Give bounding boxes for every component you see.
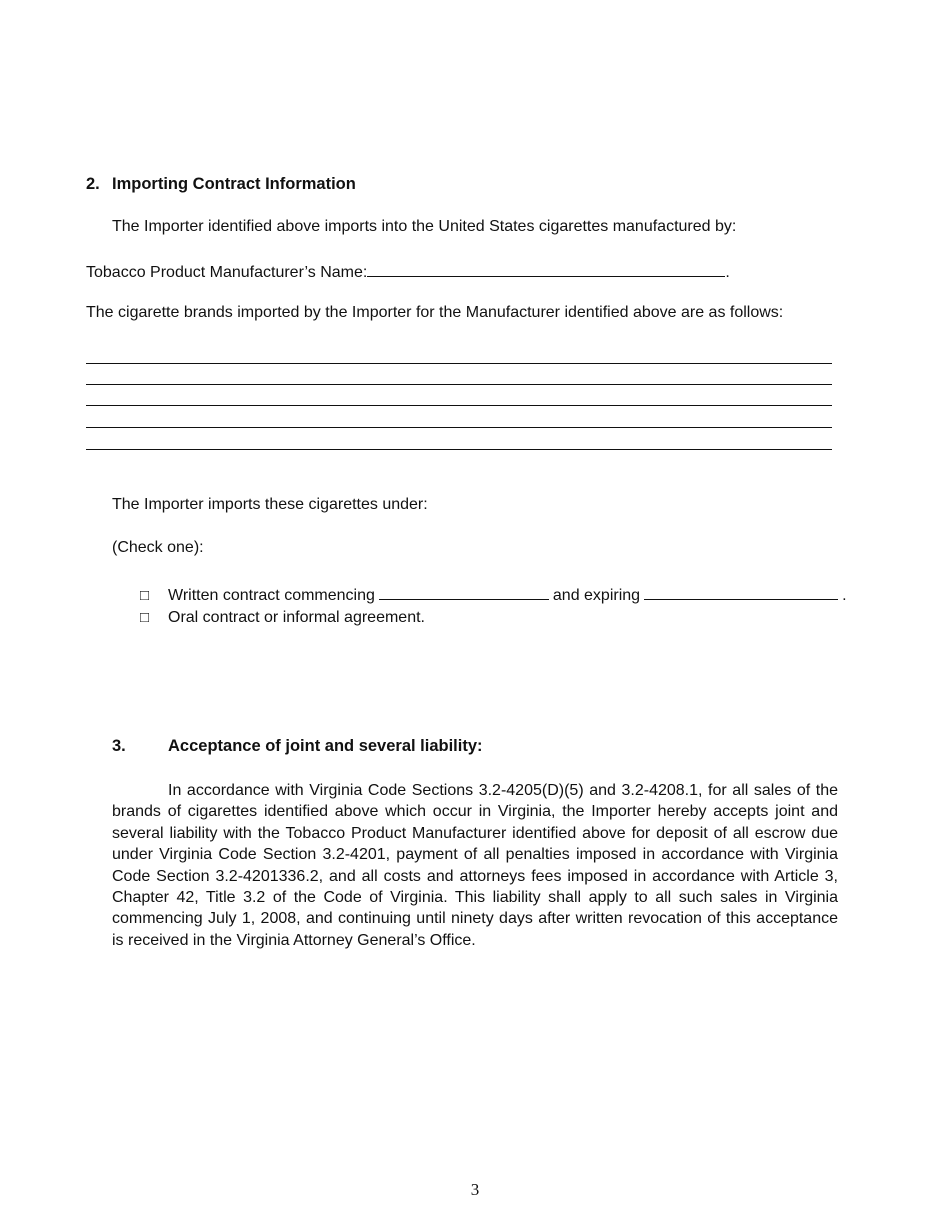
importer-intro-text: The Importer identified above imports into the United States cigarettes manufactured by: <box>112 218 737 235</box>
brand-entry-line-4[interactable] <box>86 427 832 428</box>
contract-start-date-field[interactable] <box>379 584 549 600</box>
written-contract-label: Written contract commencing <box>168 587 375 604</box>
written-contract-checkbox[interactable]: □ <box>140 587 150 604</box>
option-written-contract <box>140 584 847 605</box>
page-number: 3 <box>470 1180 480 1199</box>
manufacturer-name-period: . <box>725 264 730 281</box>
section-2-title: Importing Contract Information <box>112 175 356 193</box>
manufacturer-name-row <box>86 261 730 282</box>
section-2-heading <box>86 175 356 194</box>
section-2-number: 2. <box>86 175 100 193</box>
oral-contract-checkbox[interactable]: □ <box>140 609 150 626</box>
brand-entry-line-1[interactable] <box>86 363 832 364</box>
brand-entry-line-2[interactable] <box>86 384 832 385</box>
section-3-number: 3. <box>112 737 126 755</box>
section-3-heading <box>112 737 483 756</box>
brand-entry-line-5[interactable] <box>86 449 832 450</box>
manufacturer-name-field[interactable] <box>367 261 725 277</box>
option-oral-contract <box>140 609 425 627</box>
brands-intro-text: The cigarette brands imported by the Importer for the Manufacturer identified above are as follows: <box>86 304 784 321</box>
oral-contract-label: Oral contract or informal agreement. <box>168 609 425 626</box>
section-3-title: Acceptance of joint and several liability: <box>168 737 483 755</box>
liability-acceptance-paragraph: In accordance with Virginia Code Sections 3.2-4205(D)(5) and 3.2-4208.1, for all sales of the brands of cigarettes identified above which occur in Virginia, the Importer hereby accepts joint and several liability with the Tobacco Product Manufacturer identified above for deposit of all escrow due under Virginia Code Section 3.2-4201, payment of all penalties imposed in accordance with Virginia Code Section 3.2-4201336.2, and all costs and attorneys fees imposed in accordance with Article 3, Chapter 42, Title 3.2 of the Code of Virginia. This liability shall apply to all such sales in Virginia commencing July 1, 2008, and continuing until ninety days after written revocation of this acceptance is received in the Virginia Attorney General’s Office. <box>112 782 838 949</box>
contract-end-date-field[interactable] <box>644 584 838 600</box>
imports-under-text: The Importer imports these cigarettes under: <box>112 496 428 513</box>
check-one-instruction: (Check one): <box>112 539 204 556</box>
written-contract-period: . <box>842 587 847 604</box>
and-expiring-label: and expiring <box>552 587 641 604</box>
manufacturer-name-label: Tobacco Product Manufacturer’s Name: <box>86 264 368 281</box>
brand-entry-line-3[interactable] <box>86 405 832 406</box>
